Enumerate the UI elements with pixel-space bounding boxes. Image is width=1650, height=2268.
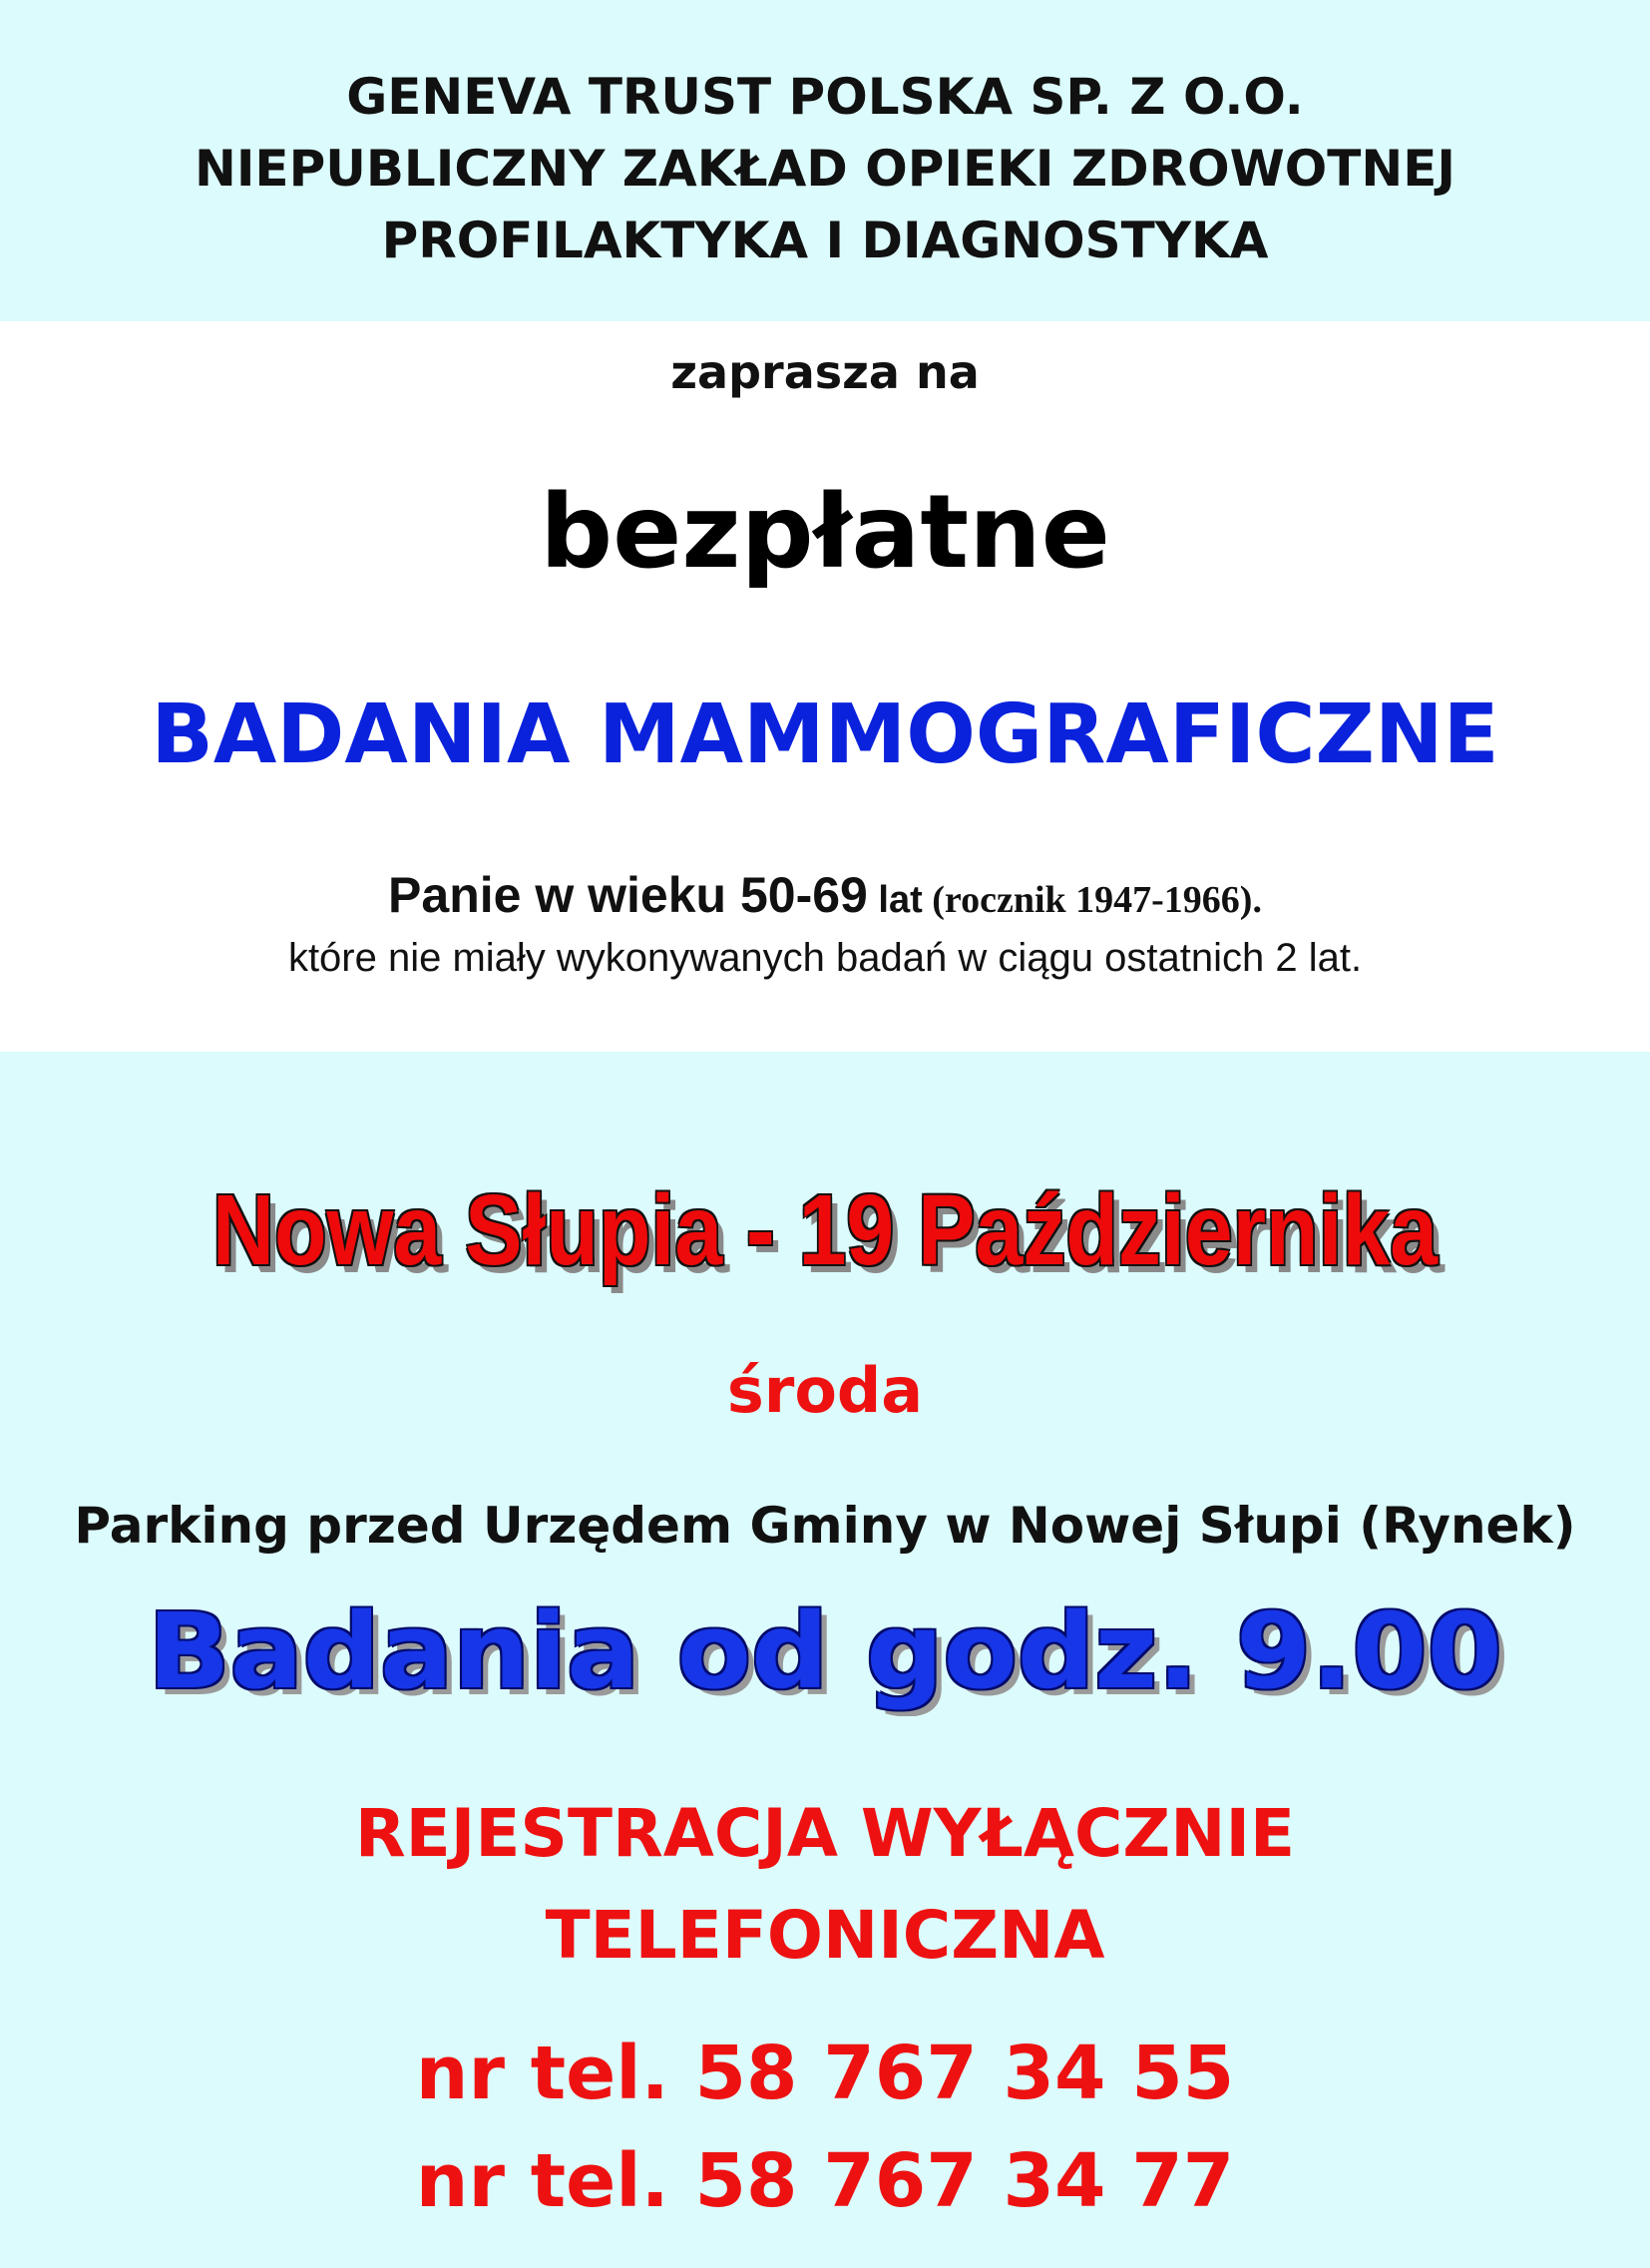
phone-number-1: nr tel. 58 767 34 55 (415, 2031, 1235, 2116)
eligibility-age: Panie w wieku 50-69 (388, 867, 868, 923)
free-text: bezpłatne (540, 473, 1110, 592)
eligibility-line (0, 868, 1650, 923)
eligibility-years: (rocznik 1947-1966). (922, 879, 1262, 921)
event-weekday: środa (726, 1354, 924, 1427)
company-name: GENEVA TRUST POLSKA SP. Z O.O. (346, 68, 1304, 126)
registration-line-2: TELEFONICZNA (545, 1897, 1105, 1974)
event-hours: Badania od godz. 9.00 (148, 1590, 1502, 1712)
eligibility-unit: lat (867, 879, 923, 921)
exam-title: BADANIA MAMMOGRAFICZNE (151, 687, 1499, 782)
phone-number-2: nr tel. 58 767 34 77 (415, 2138, 1235, 2224)
event-location-date: Nowa Słupia - 19 Października (211, 1174, 1439, 1286)
invite-text: zaprasza na (670, 345, 980, 399)
registration-line-1: REJESTRACJA WYŁĄCZNIE (354, 1795, 1296, 1872)
facility-name: NIEPUBLICZNY ZAKŁAD OPIEKI ZDROWOTNEJ (194, 140, 1456, 198)
eligibility-note: które nie miały wykonywanych badań w ciągu ostatnich 2 lat. (287, 936, 1363, 980)
facility-scope: PROFILAKTYKA I DIAGNOSTYKA (381, 212, 1269, 269)
event-place: Parking przed Urzędem Gminy w Nowej Słupi (Rynek) (74, 1497, 1576, 1555)
